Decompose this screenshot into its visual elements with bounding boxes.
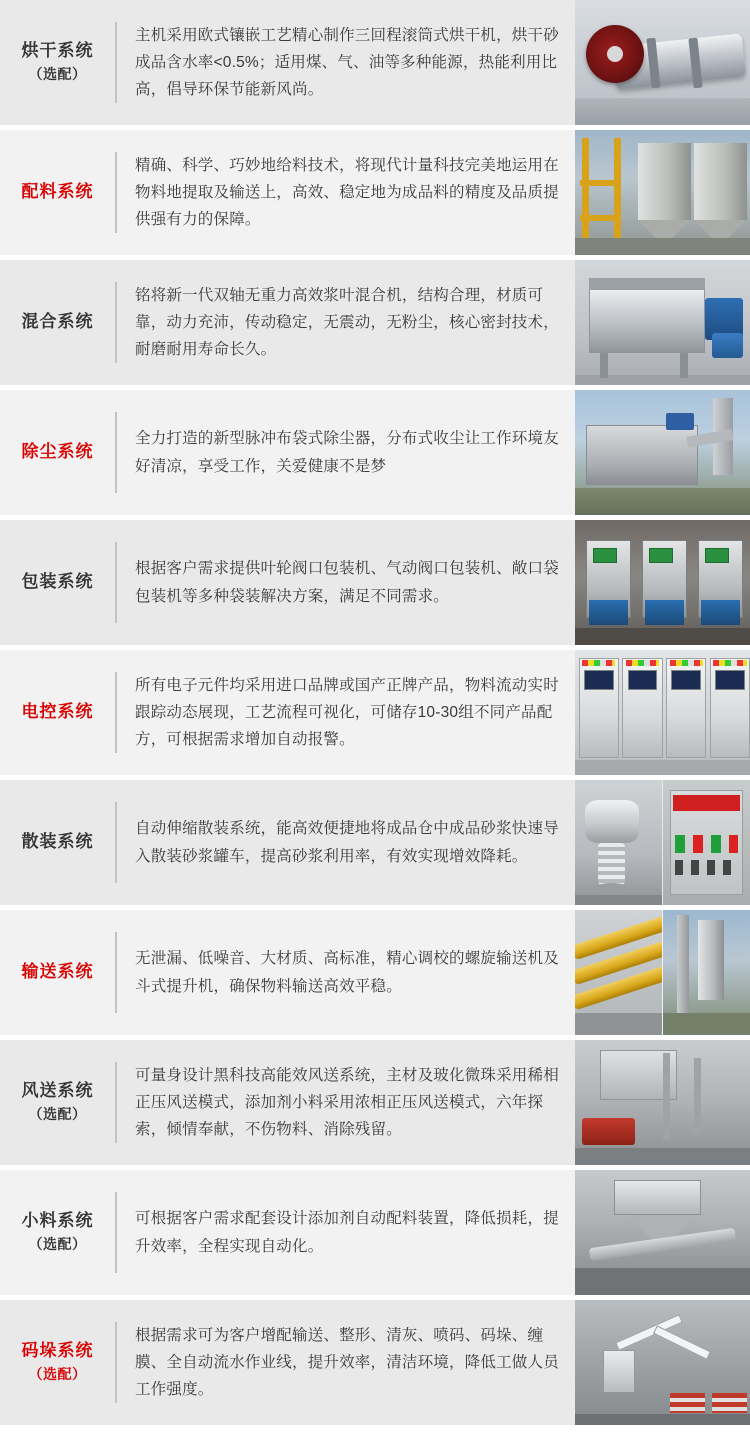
feature-media-palletizing xyxy=(575,1300,750,1425)
feature-description-cell xyxy=(117,260,575,385)
feature-media-mixing xyxy=(575,260,750,385)
feature-title: 电控系统 xyxy=(21,702,94,722)
feature-row-electrical-control xyxy=(0,650,750,775)
electrical-control-cabinet-photo xyxy=(575,650,750,775)
feature-label-packing xyxy=(0,520,115,645)
feature-title: 码垛系统 xyxy=(21,1341,94,1361)
feature-media-dust-removal xyxy=(575,390,750,515)
feature-description: 主机采用欧式镶嵌工艺精心制作三回程滚筒式烘干机，烘干砂成品含水率<0.5%；适用煤、气、油等多种能源，热能利用比高，倡导环保节能新风尚。 xyxy=(135,26,559,99)
feature-subtitle: （选配） xyxy=(28,1366,87,1383)
feature-description-cell xyxy=(117,650,575,775)
feature-title: 除尘系统 xyxy=(21,442,94,462)
feature-title: 混合系统 xyxy=(21,312,94,332)
bulk-control-box-photo xyxy=(663,780,750,905)
feature-title: 小料系统 xyxy=(21,1211,94,1231)
feature-subtitle: （选配） xyxy=(28,66,87,83)
feature-title: 风送系统 xyxy=(21,1081,94,1101)
feature-description: 自动伸缩散装系统，能高效便捷地将成品仓中成品砂浆快速导入散装砂浆罐车，提高砂浆利用率，有效实现增效降耗。 xyxy=(135,820,559,865)
feature-description-cell xyxy=(117,1040,575,1165)
feature-row-mixing xyxy=(0,260,750,385)
rotary-dryer-photo xyxy=(575,0,750,125)
feature-row-small-material xyxy=(0,1170,750,1295)
feature-media-packing xyxy=(575,520,750,645)
bulk-loading-bellows-photo xyxy=(575,780,662,905)
feature-label-conveying xyxy=(0,910,115,1035)
feature-label-electrical-control xyxy=(0,650,115,775)
feature-row-drying xyxy=(0,0,750,125)
feature-row-pneumatic-conveying xyxy=(0,1040,750,1165)
feature-description: 无泄漏、低噪音、大材质、高标准，精心调校的螺旋输送机及斗式提升机，确保物料输送高效平稳。 xyxy=(135,950,559,995)
feature-media-batching xyxy=(575,130,750,255)
feature-description: 根据客户需求提供叶轮阀口包装机、气动阀口包装机、敞口袋包装机等多种袋装解决方案，满足不同需求。 xyxy=(135,560,559,605)
feature-row-bulk-loading xyxy=(0,780,750,905)
feature-label-palletizing xyxy=(0,1300,115,1425)
feature-description: 根据需求可为客户增配输送、整形、清灰、喷码、码垛、缠膜、全自动流水作业线，提升效率，清洁环境，降低工做人员工作强度。 xyxy=(135,1326,559,1399)
feature-description: 铭将新一代双轴无重力高效浆叶混合机，结构合理，材质可靠，动力充沛，传动稳定，无震动，无粉尘，核心密封技术，耐磨耐用寿命长久。 xyxy=(135,286,559,359)
feature-row-packing xyxy=(0,520,750,645)
feature-title: 散装系统 xyxy=(21,832,94,852)
feature-description-cell xyxy=(117,130,575,255)
feature-description: 可根据客户需求配套设计添加剂自动配料装置，降低损耗，提升效率，全程实现自动化。 xyxy=(135,1210,559,1255)
small-material-dosing-photo xyxy=(575,1170,750,1295)
pneumatic-conveying-photo xyxy=(575,1040,750,1165)
screw-conveyor-photo xyxy=(575,910,662,1035)
feature-label-bulk-loading xyxy=(0,780,115,905)
feature-media-small-material xyxy=(575,1170,750,1295)
feature-title: 包装系统 xyxy=(21,572,94,592)
feature-description-cell xyxy=(117,0,575,125)
feature-subtitle: （选配） xyxy=(28,1236,87,1253)
feature-description-cell xyxy=(117,520,575,645)
feature-row-palletizing xyxy=(0,1300,750,1425)
feature-label-mixing xyxy=(0,260,115,385)
feature-title: 配料系统 xyxy=(21,182,94,202)
feature-row-dust-removal xyxy=(0,390,750,515)
feature-media-bulk-loading xyxy=(575,780,750,905)
feature-media-electrical-control xyxy=(575,650,750,775)
robot-palletizer-photo xyxy=(575,1300,750,1425)
feature-label-batching xyxy=(0,130,115,255)
feature-description: 精确、科学、巧妙地给料技术，将现代计量科技完美地运用在物料地提取及输送上，高效、稳定地为成品料的精度及品质提供强有力的保障。 xyxy=(135,156,559,229)
feature-description-cell xyxy=(117,910,575,1035)
feature-subtitle: （选配） xyxy=(28,1106,87,1123)
feature-media-pneumatic-conveying xyxy=(575,1040,750,1165)
feature-media-drying xyxy=(575,0,750,125)
bucket-elevator-photo xyxy=(663,910,750,1035)
feature-label-drying xyxy=(0,0,115,125)
feature-label-dust-removal xyxy=(0,390,115,515)
feature-label-pneumatic-conveying xyxy=(0,1040,115,1165)
feature-row-batching xyxy=(0,130,750,255)
batching-silo-photo xyxy=(575,130,750,255)
feature-label-small-material xyxy=(0,1170,115,1295)
feature-description-cell xyxy=(117,390,575,515)
feature-title: 输送系统 xyxy=(21,962,94,982)
feature-title: 烘干系统 xyxy=(21,41,94,61)
feature-row-conveying xyxy=(0,910,750,1035)
feature-description: 可量身设计黑科技高能效风送系统，主材及玻化微珠采用稀相正压风送模式，添加剂小料采用浓相正压风送模式，六年探索，倾情奉献，不伤物料、消除残留。 xyxy=(135,1066,559,1139)
twin-shaft-mixer-photo xyxy=(575,260,750,385)
feature-description: 全力打造的新型脉冲布袋式除尘器，分布式收尘让工作环境友好清凉，享受工作，关爱健康不是梦 xyxy=(135,430,559,475)
packing-machine-photo xyxy=(575,520,750,645)
feature-description: 所有电子元件均采用进口品牌或国产正牌产品，物料流动实时跟踪动态展现，工艺流程可视化，可储存10-30组不同产品配方，可根据需求增加自动报警。 xyxy=(135,676,559,749)
feature-description-cell xyxy=(117,1300,575,1425)
feature-media-conveying xyxy=(575,910,750,1035)
feature-description-cell xyxy=(117,780,575,905)
feature-description-cell xyxy=(117,1170,575,1295)
baghouse-dust-collector-photo xyxy=(575,390,750,515)
